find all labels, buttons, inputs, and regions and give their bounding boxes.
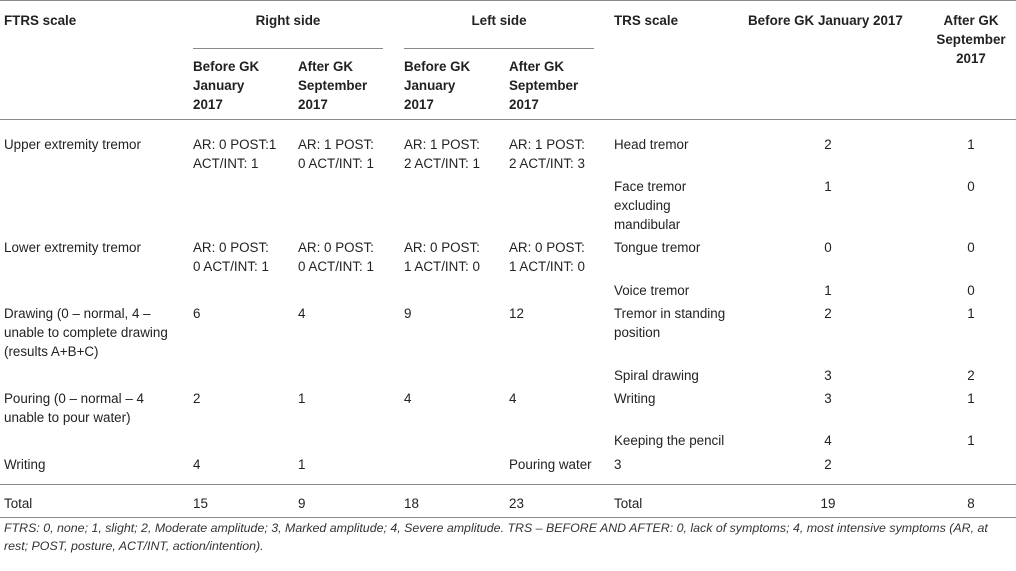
trs-pouring-before: 3: [614, 457, 622, 472]
trs-standing-before: 2: [824, 306, 832, 321]
trs-label-writing: Writing: [614, 391, 656, 406]
ftrs-label-lower: Lower extremity tremor: [4, 240, 141, 255]
cell-line: Face tremor: [614, 179, 687, 194]
total-right-before: 15: [193, 496, 208, 511]
upper-left-before: [404, 135, 480, 173]
cell-line: AR: 0 POST:: [404, 240, 480, 255]
pouring-left-after: 4: [509, 391, 517, 406]
cell-line: unable to complete drawing: [4, 325, 168, 340]
header-line: Before GK: [404, 59, 471, 74]
header-line: September: [509, 78, 579, 93]
left-side-header: Left side: [471, 13, 527, 28]
lower-left-after: [509, 238, 585, 276]
cell-line: 1 ACT/INT: 0: [404, 259, 480, 274]
cell-line: ACT/INT: 1: [193, 156, 259, 171]
cell-line: (results A+B+C): [4, 344, 99, 359]
upper-right-before: [193, 135, 276, 173]
cell-line: 2 ACT/INT: 1: [404, 156, 480, 171]
trs-total-before: 19: [820, 496, 836, 511]
trs-label-standing: [614, 304, 725, 342]
trs-voice-after: 0: [967, 283, 975, 298]
trs-tongue-after: 0: [967, 240, 975, 255]
trs-writing-after: 1: [967, 391, 975, 406]
trs-scale-header: TRS scale: [614, 13, 679, 28]
drawing-left-after: 12: [509, 306, 524, 321]
upper-left-after: [509, 135, 585, 173]
cell-line: AR: 0 POST:: [509, 240, 585, 255]
ftrs-scale-header: FTRS scale: [4, 13, 77, 28]
right-side-header: Right side: [255, 13, 321, 28]
cell-line: 2 ACT/INT: 3: [509, 156, 585, 171]
cell-line: AR: 0 POST:: [193, 240, 269, 255]
total-left-before: 18: [404, 496, 419, 511]
header-line: September: [298, 78, 368, 93]
top-rule: [0, 0, 1016, 1]
trs-spiral-before: 3: [824, 368, 832, 383]
header-line: 2017: [509, 97, 539, 112]
total-top-rule: [0, 484, 1016, 485]
ftrs-label-upper: Upper extremity tremor: [4, 137, 141, 152]
cell-line: Pouring (0 – normal – 4: [4, 391, 144, 406]
trs-after-header: [926, 11, 1016, 68]
ftrs-label-drawing: [4, 304, 168, 361]
cell-line: AR: 1 POST:: [298, 137, 374, 152]
trs-label-spiral: Spiral drawing: [614, 368, 699, 383]
trs-label-voice: Voice tremor: [614, 283, 690, 298]
writing-left-after: Pouring water: [509, 457, 592, 472]
header-line: After GK: [943, 13, 999, 28]
trs-pencil-after: 1: [967, 433, 975, 448]
trs-label-pencil: Keeping the pencil: [614, 433, 725, 448]
header-line: After GK: [298, 59, 354, 74]
drawing-left-before: 9: [404, 306, 412, 321]
trs-total-after: 8: [967, 496, 975, 511]
pouring-left-before: 4: [404, 391, 412, 406]
header-line: January: [404, 78, 456, 93]
ftrs-label-writing: Writing: [4, 457, 46, 472]
cell-line: 1 ACT/INT: 0: [509, 259, 585, 274]
trs-pencil-before: 4: [824, 433, 832, 448]
trs-voice-before: 1: [824, 283, 832, 298]
trs-label-head: Head tremor: [614, 137, 689, 152]
cell-line: Drawing (0 – normal, 4 –: [4, 306, 151, 321]
cell-line: position: [614, 325, 661, 340]
lower-right-before: [193, 238, 269, 276]
trs-spiral-after: 2: [967, 368, 975, 383]
cell-line: 0 ACT/INT: 1: [298, 156, 374, 171]
header-line: September: [936, 32, 1006, 47]
cell-line: unable to pour water): [4, 410, 131, 425]
left-after-header: [509, 57, 578, 114]
cell-line: Tremor in standing: [614, 306, 726, 321]
total-right-after: 9: [298, 496, 306, 511]
lower-right-after: [298, 238, 374, 276]
header-line: 2017: [404, 97, 434, 112]
header-line: 2017: [956, 51, 986, 66]
writing-right-after: 1: [298, 457, 306, 472]
header-line: Before GK: [193, 59, 260, 74]
bottom-rule: [0, 517, 1016, 518]
cell-line: excluding: [614, 198, 671, 213]
trs-writing-before: 3: [824, 391, 832, 406]
upper-right-after: [298, 135, 374, 173]
cell-line: AR: 1 POST:: [404, 137, 480, 152]
pouring-right-before: 2: [193, 391, 201, 406]
writing-right-before: 4: [193, 457, 201, 472]
right-side-rule: [193, 48, 383, 49]
table-footnote: FTRS: 0, none; 1, slight; 2, Moderate amplitude; 3, Marked amplitude; 4, Severe amplitude. TRS – BEFORE AND AFTER: 0, lack of symptoms; 4, most intensive symptoms (AR, at rest; POST, posture, ACT/INT, action/intention).: [4, 521, 988, 553]
trs-label-face: [614, 177, 686, 234]
cell-line: 0 ACT/INT: 1: [193, 259, 269, 274]
ftrs-label-pouring: [4, 389, 144, 427]
right-before-header: [193, 57, 259, 114]
trs-head-before: 2: [824, 137, 832, 152]
trs-standing-after: 1: [967, 306, 975, 321]
header-line: January: [193, 78, 245, 93]
right-after-header: [298, 57, 367, 114]
trs-label-total: Total: [614, 496, 643, 511]
cell-line: mandibular: [614, 217, 681, 232]
total-left-after: 23: [509, 496, 524, 511]
trs-label-tongue: Tongue tremor: [614, 240, 701, 255]
cell-line: AR: 0 POST:: [298, 240, 374, 255]
trs-before-header: Before GK January 2017: [748, 13, 903, 28]
cell-line: AR: 0 POST:1: [193, 137, 277, 152]
trs-face-after: 0: [967, 179, 975, 194]
drawing-right-after: 4: [298, 306, 306, 321]
cell-line: 0 ACT/INT: 1: [298, 259, 374, 274]
trs-pouring-after: 2: [824, 457, 832, 472]
drawing-right-before: 6: [193, 306, 201, 321]
header-line: 2017: [193, 97, 223, 112]
header-bottom-rule: [0, 119, 1016, 120]
trs-head-after: 1: [967, 137, 975, 152]
lower-left-before: [404, 238, 480, 276]
left-side-rule: [404, 48, 594, 49]
ftrs-label-total: Total: [4, 496, 33, 511]
header-line: 2017: [298, 97, 328, 112]
trs-tongue-before: 0: [824, 240, 832, 255]
header-line: After GK: [509, 59, 565, 74]
cell-line: AR: 1 POST:: [509, 137, 585, 152]
pouring-right-after: 1: [298, 391, 306, 406]
left-before-header: [404, 57, 470, 114]
trs-face-before: 1: [824, 179, 832, 194]
